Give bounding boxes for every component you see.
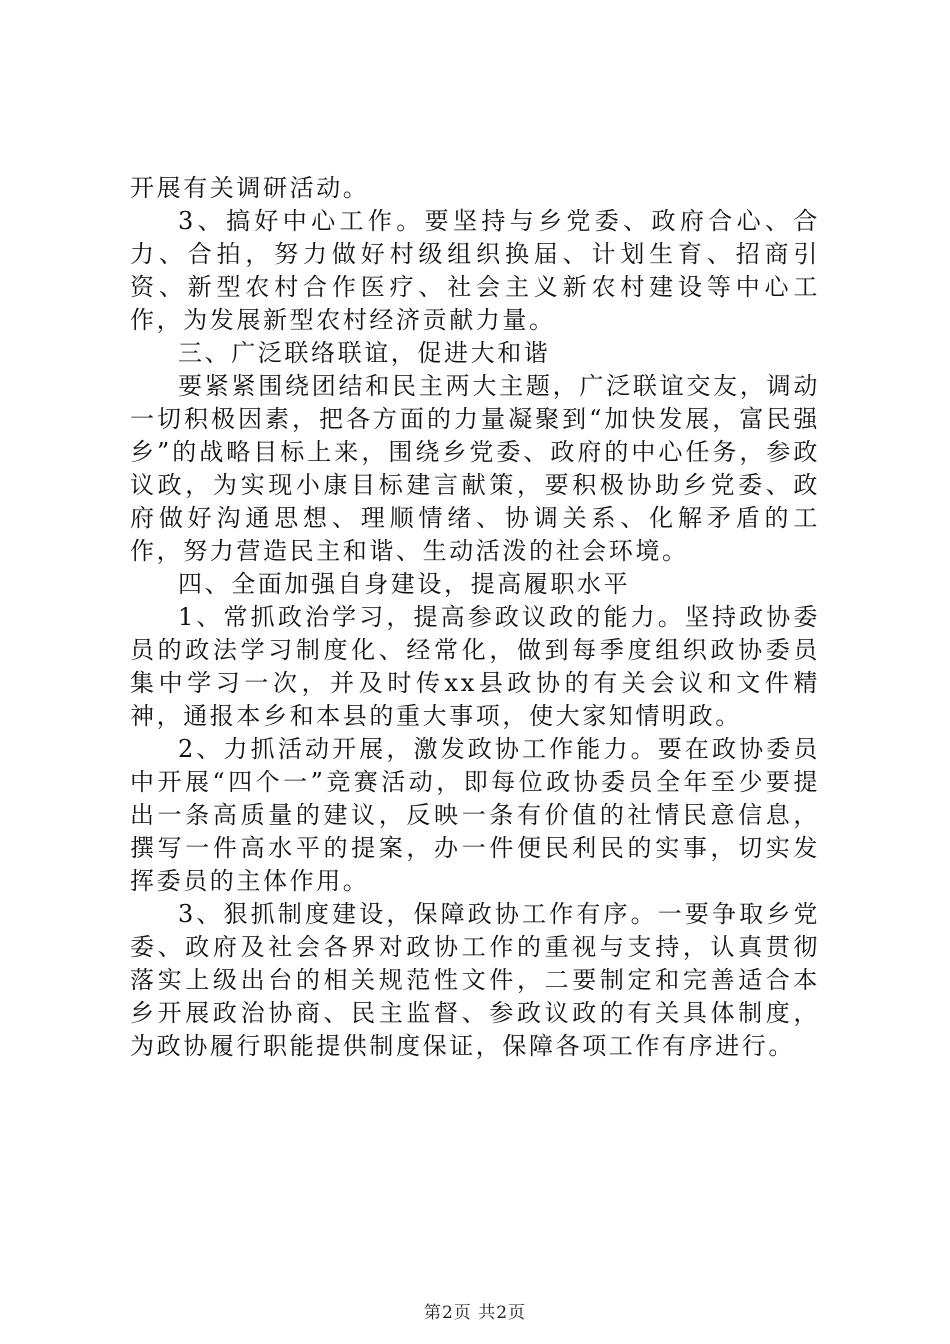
paragraph-item-3-central-work: 3、搞好中心工作。要坚持与乡党委、政府合心、合力、合拍，努力做好村级组织换届、计划生育、招商引资、新型农村合作医疗、社会主义新农村建设等中心工作，为发展新型农村经济贡献力量。 — [130, 207, 820, 334]
paragraph-liaison: 要紧紧围绕团结和民主两大主题，广泛联谊交友，调动一切积极因素，把各方面的力量凝聚到“加快发展，富民强乡”的战略目标上来，围绕乡党委、政府的中心任务，参政议政，为实现小康目标建言献策，要积极协助乡党委、政府做好沟通思想、理顺情绪、协调关系、化解矛盾的工作，努力营造民主和谐、生动活泼的社会环境。 — [130, 372, 820, 565]
section-heading-4: 四、全面加强自身建设，提高履职水平 — [178, 570, 631, 598]
paragraph-continuation: 开展有关调研活动。 — [130, 174, 370, 202]
section-heading-3: 三、广泛联络联谊，促进大和谐 — [178, 339, 551, 367]
paragraph-item-1-political-study: 1、常抓政治学习，提高参政议政的能力。坚持政协委员的政法学习制度化、经常化，做到每季度组织政协委员集中学习一次，并及时传xx县政协的有关会议和文件精神，通报本乡和本县的重大事项，使大家知情明政。 — [130, 603, 820, 730]
document-body — [130, 172, 820, 1063]
paragraph-item-2-activities: 2、力抓活动开展，激发政协工作能力。要在政协委员中开展“四个一”竞赛活动，即每位政协委员全年至少要提出一条高质量的建议，反映一条有价值的社情民意信息，撰写一件高水平的提案，办一件便民利民的实事，切实发挥委员的主体作用。 — [130, 735, 820, 895]
page-number-footer: 第2页 共2页 — [423, 1303, 527, 1323]
paragraph-item-3-system-building: 3、狠抓制度建设，保障政协工作有序。一要争取乡党委、政府及社会各界对政协工作的重视与支持，认真贯彻落实上级出台的相关规范性文件，二要制定和完善适合本乡开展政治协商、民主监督、参政议政的有关具体制度，为政协履行职能提供制度保证，保障各项工作有序进行。 — [130, 900, 820, 1060]
